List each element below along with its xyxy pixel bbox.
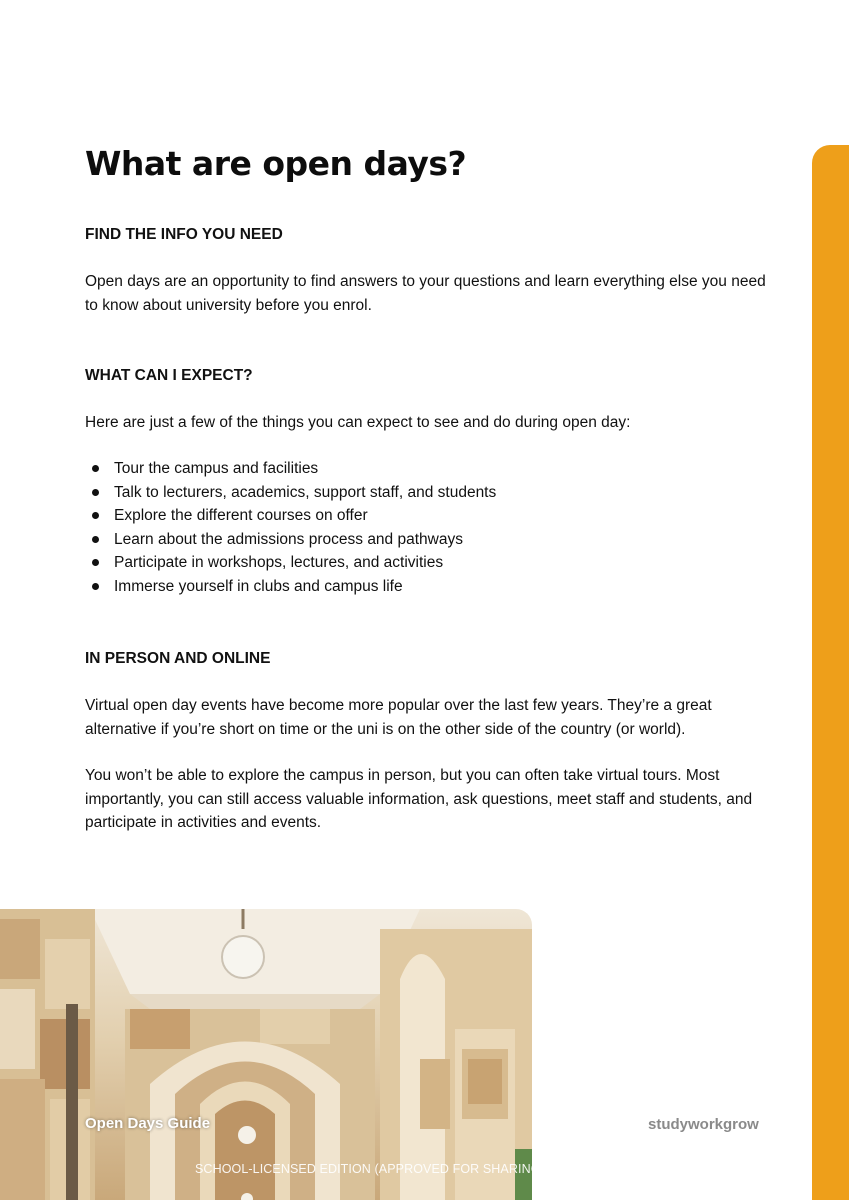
section-paragraph: Virtual open day events have become more popular over the last few years. They’re a great alternative if you’re short on time or the uni is on the other side of the country (or world). [85, 697, 712, 738]
brand-wordmark: studyworkgrow [648, 1116, 759, 1133]
guide-name-label: Open Days Guide [85, 1115, 211, 1132]
bullet-icon [92, 465, 99, 472]
list-item [85, 504, 496, 528]
bullet-icon [92, 559, 99, 566]
bullet-icon [92, 512, 99, 519]
bullet-icon [92, 583, 99, 590]
list-item-text: Tour the campus and facilities [114, 460, 319, 477]
expect-bullet-list [85, 457, 496, 598]
list-item-text: Learn about the admissions process and pathways [114, 530, 463, 548]
section-heading-expect: WHAT CAN I EXPECT? [85, 367, 253, 384]
section-paragraph: You won’t be able to explore the campus in person, but you can often take virtual tours. Most importantly, you can still access valuable information, ask questions, meet staff and students, and participate in activities and events. [85, 767, 753, 831]
bullet-icon [92, 489, 99, 496]
list-item [85, 481, 496, 505]
license-notice: SCHOOL-LICENSED EDITION (APPROVED FOR SHARING WITHIN A SCHOOL) [195, 1162, 661, 1176]
campus-cloister-photo [0, 909, 532, 1200]
list-item-text: Talk to lecturers, academics, support staff, and students [114, 483, 497, 501]
accent-side-bar [812, 145, 849, 1200]
section-paragraph: Open days are an opportunity to find answers to your questions and learn everything else you need to know about university before you enrol. [85, 273, 766, 314]
section-heading-find-info: FIND THE INFO YOU NEED [85, 226, 283, 243]
bullet-icon [92, 536, 99, 543]
section-paragraph: Here are just a few of the things you can expect to see and do during open day: [85, 414, 631, 431]
page-title: What are open days? [85, 144, 467, 183]
list-item [85, 528, 496, 552]
list-item [85, 457, 496, 481]
list-item-text: Immerse yourself in clubs and campus life [114, 577, 403, 595]
list-item [85, 551, 496, 575]
list-item-text: Explore the different courses on offer [114, 507, 368, 524]
section-heading-in-person-online: IN PERSON AND ONLINE [85, 650, 271, 667]
list-item-text: Participate in workshops, lectures, and activities [114, 554, 444, 571]
list-item [85, 575, 496, 599]
